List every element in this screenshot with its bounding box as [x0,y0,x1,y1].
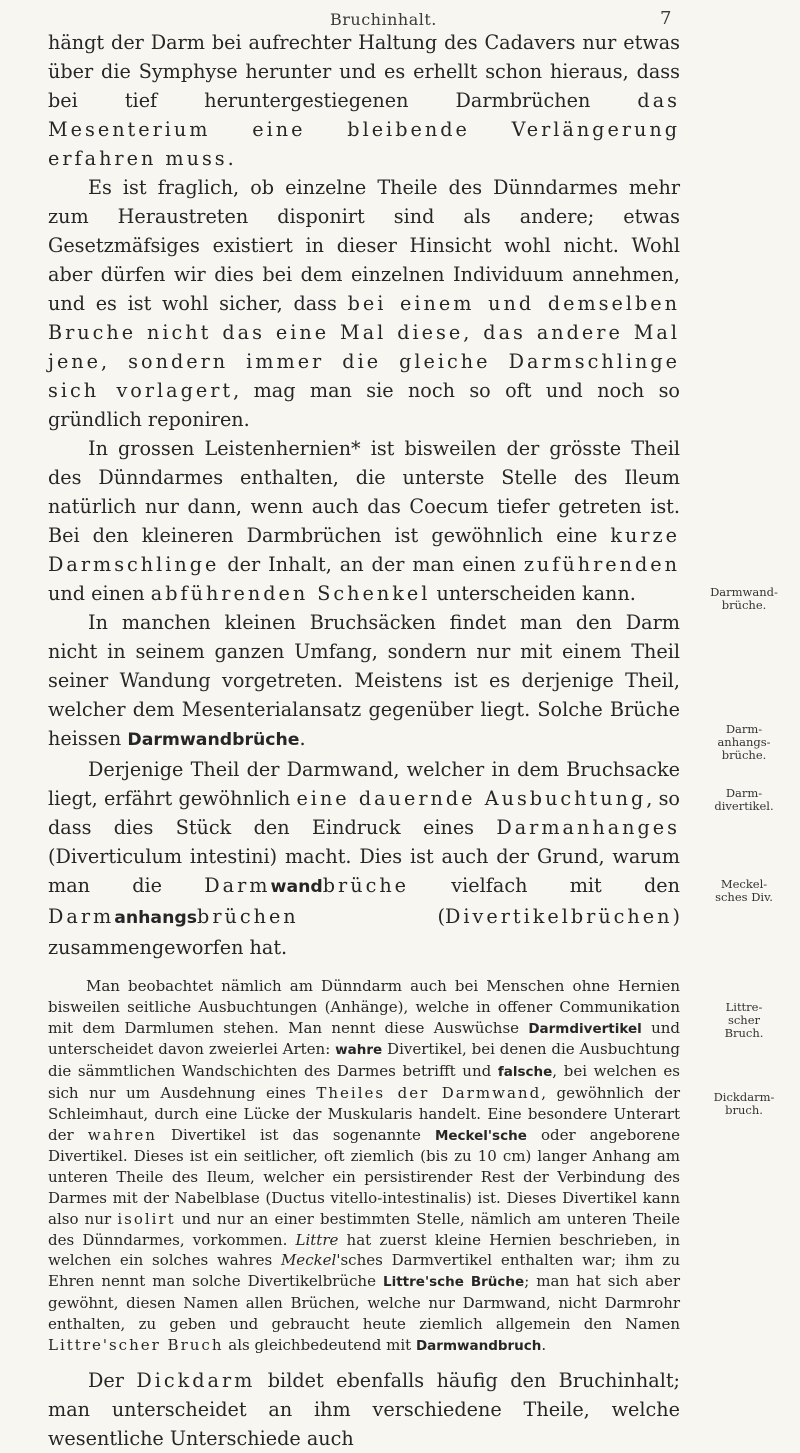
bold-term: falsche [497,1064,553,1081]
margin-note-line: Bruch. [724,1026,764,1040]
bold-term: wand [270,877,323,897]
spaced-emphasis: Dickdarm [136,1369,256,1393]
text-run: ) zusammengeworfen hat. [48,905,680,959]
margin-note-line: Littre- [725,1000,763,1014]
paragraph-7 [48,1366,680,1453]
margin-note-line: bruch. [725,1103,763,1117]
spaced-emphasis: Divertikelbrüchen [445,905,673,928]
text-run: und unterscheidet davon zweierlei Arten: [48,1018,680,1059]
text-run: In manchen kleinen Bruchsäcken findet man den Darm nicht in seinem ganzen Umfang, sondern nur mit einem Theil seiner Wandung vorgetreten. Meistens ist es derjenige Theil, welcher dem Mesenterialansatz gegenüber liegt. Solche Brüche heissen [48,611,680,750]
margin-note-line: brüche. [721,748,767,762]
italic-name: Littre [295,1230,339,1249]
spaced-emphasis: kurze Darmschlinge [48,524,680,576]
text-run: vielfach mit den [409,874,680,897]
text-run: als gleichbedeutend mit [223,1335,416,1354]
text-run: . [227,147,234,170]
text-run: der Inhalt, an der man einen [219,553,524,576]
running-head: Bruchinhalt. [330,10,437,29]
paragraph-2 [48,173,680,434]
spaced-emphasis: Theiles der Darmwand [316,1083,542,1102]
spaced-emphasis: Darm [204,874,271,897]
margin-note-darmanhangsbrueche [692,723,796,762]
spaced-emphasis: isolirt [117,1209,176,1228]
text-run: ; man hat sich aber gewöhnt, diesen Namen allen Brüchen, welche nur Darmwand, nicht Darmrohr enthalten, zu geben und gebraucht heute ziemlich allgemein den Namen [48,1272,680,1333]
text-run: , gewöhnlich der Schleimhaut, durch eine Lücke der Muskularis handelt. Eine besondere Unterart der [48,1083,680,1144]
spaced-emphasis: wahren [87,1125,157,1144]
spaced-emphasis: das Mesenterium eine bleibende Verlängerung erfahren muss [48,89,680,170]
margin-note-line: anhangs- [717,735,771,749]
spaced-emphasis: zuführenden [523,553,680,576]
spaced-emphasis: brüche [322,874,410,897]
margin-note-line: Dickdarm- [713,1090,775,1104]
text-run: , so dass dies Stück den Eindruck eines [48,787,680,839]
bold-term: Meckel'sche [434,1127,527,1144]
margin-note-line: Darm- [725,722,763,736]
paragraph-5 [48,755,680,962]
margin-note-meckel [692,878,796,904]
text-run: , mag man sie noch so oft und noch so gründlich reponiren. [48,379,680,431]
spaced-emphasis: bei einem und demselben Bruche nicht das eine Mal diese, das andere Mal jene, sondern immer die gleiche Darmschlinge sich vorlagert [48,292,680,402]
text-run: (Diverticulum intestini) macht. Dies ist auch der Grund, warum man die [48,845,680,897]
text-run: In grossen Leistenhernien* ist bisweilen der grösste Theil des Dünndarmes enthalten, die unterste Stelle des Ileum natürlich nur dann, wenn auch das Coecum tiefer getreten ist. Bei den kleineren Darmbrüchen ist gewöhnlich eine [48,437,680,547]
spaced-emphasis: abführenden Schenkel [150,582,431,605]
text-run: Der [88,1369,137,1393]
margin-note-darmdivertikel [692,787,796,813]
spaced-emphasis: brüchen [197,905,299,928]
margin-note-line: Meckel- [720,877,768,891]
text-run: Es ist fraglich, ob einzelne Theile des Dünndarmes mehr zum Heraustreten disponirt sind als andere; etwas Gesetzmäfsiges existiert in dieser Hinsicht wohl nicht. Wohl aber dürfen wir dies bei dem einzelnen Individuum annehmen, und es ist wohl sicher, dass [48,176,680,315]
bold-term: Darmwandbruch [415,1337,542,1354]
spaced-emphasis: Darm [48,905,115,928]
text-run: oder angeborene Divertikel. Dieses ist ein seitlicher, oft ziemlich (bis zu 10 cm) langer Anhang am unteren Theile des Ileum, welcher ein persistirender Rest der Verbindung des Darmes mit der Nabelblase (Ductus vitello-intestinalis) ist. Dieses Divertikel kann also nur [48,1125,680,1228]
margin-note-line: Darmwand- [710,585,778,599]
spaced-emphasis: Darmanhanges [496,816,680,839]
paragraph-4 [48,608,680,755]
text-run: ( [298,905,446,928]
text-run: hängt der Darm bei aufrechter Haltung des Cadavers nur etwas über die Symphyse herunter und es erhellt schon hieraus, dass bei tief heruntergestiegenen Darmbrüchen [48,31,680,112]
text-run: . [541,1335,547,1354]
text-run: Man beobachtet nämlich am Dünndarm auch bei Menschen ohne Hernien bisweilen seitliche Ausbuchtungen (Anhänge), welche in offener Communikation mit dem Darmlumen stehen. Man nennt diese Auswüchse [48,977,680,1037]
text-run: Divertikel, bei denen die Ausbuchtung die sämmtlichen Wandschichten des Darmes betrifft und [48,1040,680,1081]
text-run: 'sches Darmvertikel enthalten war; ihm zu Ehren nennt man solche Divertikelbrüche [48,1251,681,1291]
small-print-section [48,976,680,1356]
margin-note-line: divertikel. [714,799,774,813]
page-number: 7 [660,8,672,29]
bold-term: Darmdivertikel [528,1020,642,1037]
text-run: Divertikel ist das sogenannte [156,1125,435,1144]
text-run: bildet ebenfalls häufig den Bruchinhalt; man unterscheidet an ihm verschiedene Theile, welche wesentliche Unterschiede auch [48,1369,681,1451]
text-run: Derjenige Theil der Darmwand, welcher in dem Bruchsacke liegt, erfährt gewöhnlich [48,758,680,810]
bold-term: Littre'sche Brüche [383,1274,525,1291]
margin-note-line: sches Div. [715,890,773,904]
margin-note-darmwandbrueche [692,586,796,612]
bold-term: wahre [335,1042,383,1059]
margin-note-littre [692,1001,796,1040]
margin-note-line: Darm- [725,786,763,800]
bold-term: anhangs [114,908,198,928]
text-run: unterscheiden kann. [430,582,636,605]
paragraph-1 [48,28,680,173]
italic-name: Meckel [280,1251,337,1270]
text-run: , bei welchen es sich nur um Ausdehnung eines [48,1062,680,1102]
bold-term: Darmwandbrüche [127,730,300,750]
margin-note-dickdarmbruch [692,1091,796,1117]
text-run: und nur an einer bestimmten Stelle, nämlich am unteren Theile des Dünndarmes, vorkommen. [48,1209,680,1249]
paragraph-3 [48,434,680,608]
text-run: und einen [48,582,151,605]
main-text [48,28,680,1453]
margin-note-line: scher [727,1013,761,1027]
margin-note-line: brüche. [721,598,767,612]
spaced-emphasis: eine dauernde Ausbuchtung [296,787,647,810]
text-run: . [299,727,306,750]
spaced-emphasis: Littre'scher Bruch [48,1335,224,1354]
text-run: hat zuerst kleine Hernien beschrieben, in welchen ein solches wahres [48,1230,681,1270]
paragraph-6 [48,976,680,1356]
